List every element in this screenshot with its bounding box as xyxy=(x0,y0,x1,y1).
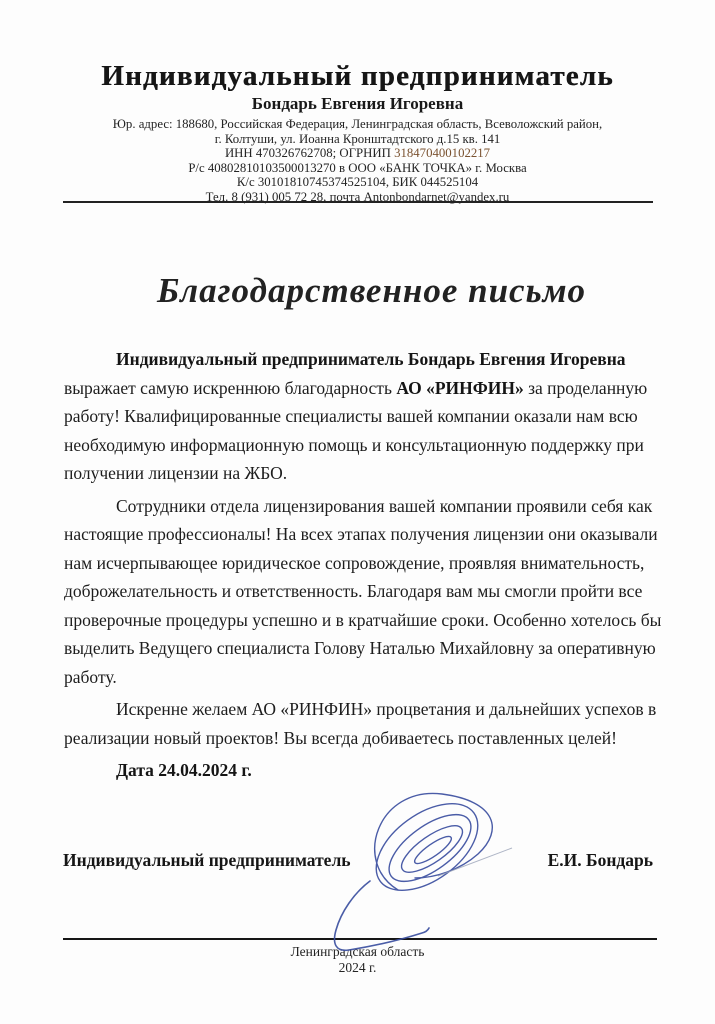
body-line: настоящие профессионалы! На всех этапах получения лицензии они оказывали xyxy=(64,524,658,544)
body-line: реализации новый проектов! Вы всегда добиваетесь поставленных целей! xyxy=(64,727,617,748)
body-line: работу! Квалифицированные специалисты вашей компании оказали нам всю xyxy=(64,406,638,426)
footer-year: 2024 г. xyxy=(338,960,377,975)
body-line: Сотрудники отдела лицензирования вашей компании проявили себя как xyxy=(116,495,653,516)
body-line: Искренне желаем АО «РИНФИН» процветания и дальнейших успехов в xyxy=(116,699,657,719)
letterhead-details xyxy=(0,117,715,205)
body-line: доброжелательность и ответственность. Благодаря вам мы смогли пройти все xyxy=(64,581,643,601)
body-line: проверочные процедуры успешно и в кратчайшие сроки. Особенно хотелось бы xyxy=(64,609,662,630)
body-line: выражает самую искреннюю благодарность АО «РИНФИН» за проделанную xyxy=(64,377,648,398)
body-line: работу. xyxy=(64,666,117,687)
letterhead-line: К/с 30101810745374525104, БИК 044525104 xyxy=(236,175,479,190)
signatory-role-label: Индивидуальный предприниматель xyxy=(63,850,351,870)
body-line: получении лицензии на ЖБО. xyxy=(64,463,288,483)
letterhead-line: ИНН 470326762708; ОГРНИП 318470400102217 xyxy=(224,146,491,161)
body-line: Дата 24.04.2024 г. xyxy=(116,760,252,780)
letterhead-divider xyxy=(63,201,653,203)
paragraph xyxy=(64,345,664,488)
signature-ink xyxy=(300,778,560,968)
letterhead-owner-name: Бондарь Евгения Игоревна xyxy=(251,94,464,113)
letterhead-line: г. Колтуши, ул. Иоанна Кронштадтского д.15 кв. 141 xyxy=(214,131,501,146)
letterhead-org-type: Индивидуальный предприниматель xyxy=(101,60,614,92)
body-line: нам исчерпывающее юридическое сопровождение, проявляя внимательность, xyxy=(64,552,645,573)
paragraph xyxy=(64,492,664,692)
body-line: Индивидуальный предприниматель Бондарь Евгения Игоревна xyxy=(116,349,626,369)
letter-body xyxy=(64,345,664,785)
letterhead-line: Тел. 8 (931) 005 72 28, почта Antonbondarnet@yandex.ru xyxy=(205,189,510,204)
letterhead xyxy=(0,60,715,205)
body-line: необходимую информационную помощь и консультационную поддержку при xyxy=(64,434,644,455)
footer-region: Ленинградская область xyxy=(290,944,425,959)
letterhead-line: Юр. адрес: 188680, Российская Федерация, Ленинградская область, Всеволожский район, xyxy=(112,117,603,131)
letterhead-line: Р/с 40802810103500013270 в ООО «БАНК ТОЧКА» г. Москва xyxy=(188,160,527,175)
document-title: Благодарственное письмо xyxy=(156,271,587,310)
signatory-name: Е.И. Бондарь xyxy=(547,850,653,870)
body-line: выделить Ведущего специалиста Голову Наталью Михайловну за оперативную xyxy=(64,638,656,658)
paragraph xyxy=(64,695,664,752)
